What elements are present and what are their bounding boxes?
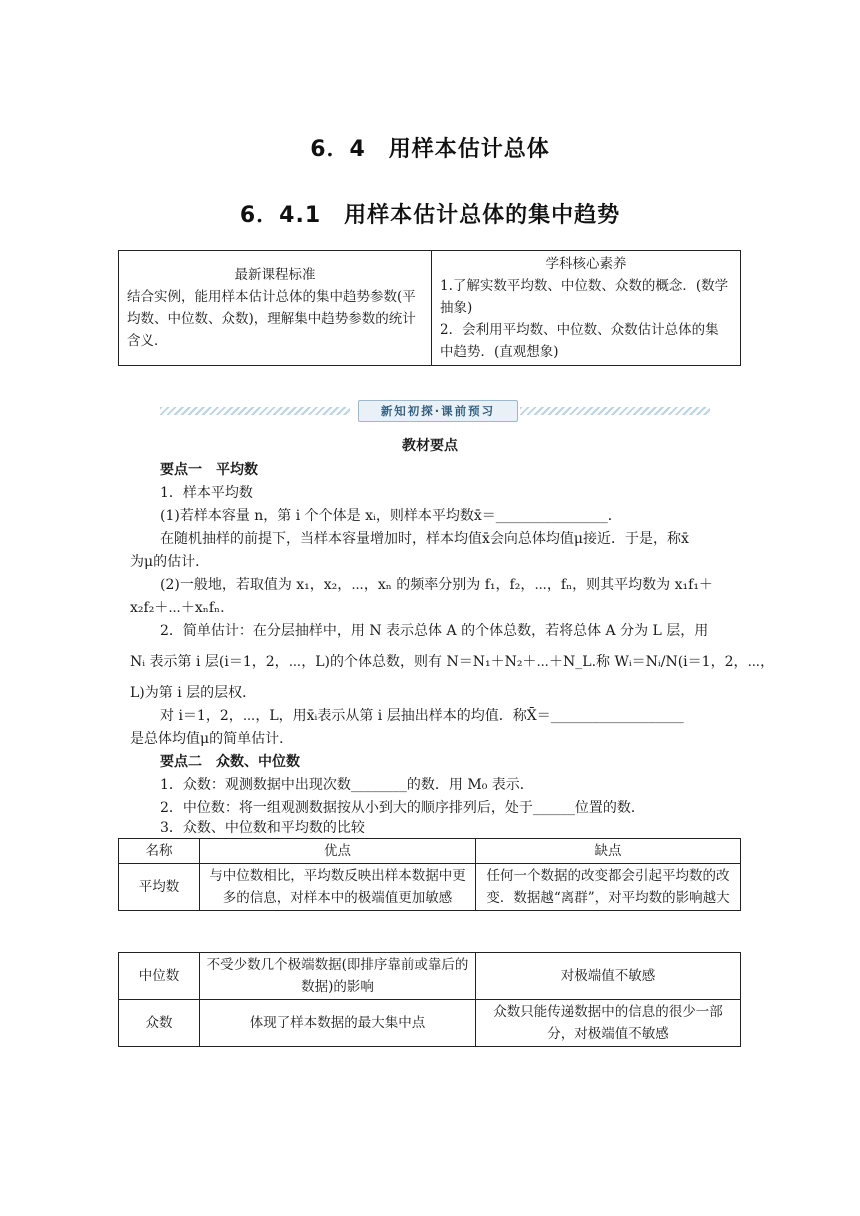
cell-mean-pro: 与中位数相比，平均数反映出样本数据中更多的信息，对样本中的极端值更加敏感 xyxy=(200,864,476,911)
key-point-1-heading: 要点一 平均数 xyxy=(160,462,258,478)
table-row-mean xyxy=(119,864,741,911)
cell-median-name: 中位数 xyxy=(119,953,200,1000)
key-point-2-heading: 要点二 众数、中位数 xyxy=(160,754,300,770)
standards-right-cell xyxy=(432,251,741,366)
standards-table xyxy=(118,250,741,366)
header-name: 名称 xyxy=(119,839,200,864)
section-banner xyxy=(160,400,710,422)
line-layer-mean-cont: 是总体均值μ的简单估计． xyxy=(130,731,294,747)
line-weighted-mean: (2)一般地，若取值为 x₁，x₂，⋯，xₙ 的频率分别为 f₁，f₂，⋯，fₙ，则其平均数为 x₁f₁＋ xyxy=(160,577,713,593)
line-simple-estimate-cont: Nᵢ 表示第 i 层(i＝1，2，⋯，L)的个体总数，则有 N＝N₁＋N₂＋⋯＋N_L.称 Wᵢ＝Nᵢ/N(i＝1，2，⋯， xyxy=(130,654,775,670)
line-simple-estimate: 2．简单估计：在分层抽样中，用 N 表示总体 A 的个体总数，若将总体 A 分为 L 层，用 xyxy=(160,623,709,639)
line-sample-mean-def: (1)若样本容量 n，第 i 个个体是 xᵢ，则样本平均数x̄＝________________． xyxy=(160,508,622,524)
comparison-table-part1 xyxy=(118,838,741,911)
line-comparison-heading: 3．众数、中位数和平均数的比较 xyxy=(160,820,365,836)
standards-right-header: 学科核心素养 xyxy=(545,256,627,272)
cell-mean-con: 任何一个数据的改变都会引起平均数的改变．数据越“离群”，对平均数的影响越大 xyxy=(476,864,741,911)
line-layer-weight: L)为第 i 层的层权． xyxy=(130,685,257,701)
line-layer-mean: 对 i＝1，2，⋯，L，用x̄ᵢ表示从第 i 层抽出样本的均值．称X̄＝___________________ xyxy=(160,708,684,724)
line-mode-def: 1．众数：观测数据中出现次数________的数．用 M₀ 表示． xyxy=(160,777,534,793)
standards-left-cell xyxy=(119,251,432,366)
line-weighted-mean-cont: x₂f₂＋⋯＋xₙfₙ. xyxy=(130,600,225,616)
table-header-row xyxy=(119,839,741,864)
line-sample-mean-heading: 1．样本平均数 xyxy=(160,485,253,501)
standards-right-item-1: 1.了解实数平均数、中位数、众数的概念．(数学抽象) xyxy=(440,278,729,316)
section-title: 6．4 用样本估计总体 xyxy=(310,137,550,162)
banner-label: 新知初探·课前预习 xyxy=(358,400,518,422)
comparison-table-part2 xyxy=(118,952,741,1047)
cell-mode-con: 众数只能传递数据中的信息的很少一部分，对极端值不敏感 xyxy=(476,1000,741,1047)
subsection-title: 6．4.1 用样本估计总体的集中趋势 xyxy=(239,203,621,228)
cell-mean-name: 平均数 xyxy=(119,864,200,911)
line-sample-mean-text-cont: 为μ的估计． xyxy=(130,554,210,570)
material-title: 教材要点 xyxy=(402,438,458,454)
header-con: 缺点 xyxy=(476,839,741,864)
table-row-mode xyxy=(119,1000,741,1047)
banner-stripe-right xyxy=(520,407,710,415)
cell-mode-name: 众数 xyxy=(119,1000,200,1047)
standards-left-body: 结合实例，能用样本估计总体的集中趋势参数(平均数、中位数、众数)，理解集中趋势参数的统计含义． xyxy=(127,289,416,349)
line-median-def: 2．中位数：将一组观测数据按从小到大的顺序排列后，处于______位置的数． xyxy=(160,800,645,816)
header-pro: 优点 xyxy=(200,839,476,864)
table-row-median xyxy=(119,953,741,1000)
cell-mode-pro: 体现了样本数据的最大集中点 xyxy=(200,1000,476,1047)
cell-median-con: 对极端值不敏感 xyxy=(476,953,741,1000)
line-sample-mean-text: 在随机抽样的前提下，当样本容量增加时，样本均值x̄会向总体均值μ接近．于是，称x̄ xyxy=(160,531,689,547)
banner-stripe-left xyxy=(160,407,350,415)
cell-median-pro: 不受少数几个极端数据(即排序靠前或靠后的数据)的影响 xyxy=(200,953,476,1000)
standards-left-header: 最新课程标准 xyxy=(234,267,316,283)
standards-right-item-2: 2．会利用平均数、中位数、众数估计总体的集中趋势．(直观想象) xyxy=(440,322,719,360)
